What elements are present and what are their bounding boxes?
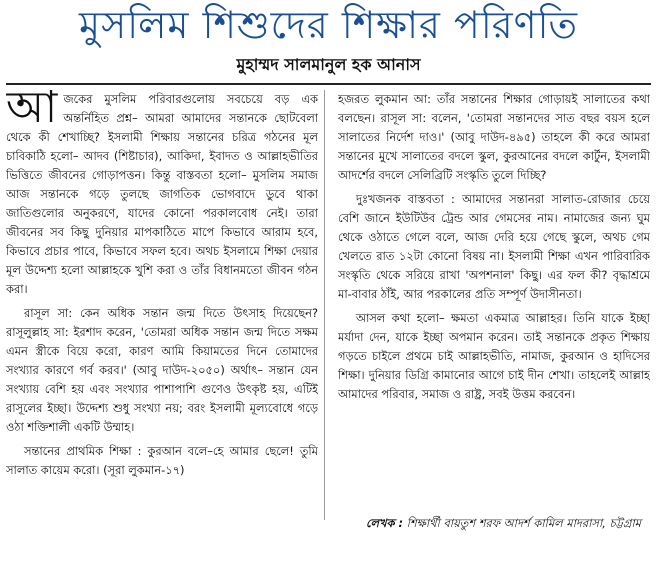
author-credit-text: শিক্ষার্থী বায়তুশ শরফ আদর্শ কামিল মাদরাসা, চট্টগ্রাম bbox=[406, 516, 641, 530]
left-column bbox=[6, 90, 318, 530]
author-name: মুহাম্মদ সালমানুল হক আনাস bbox=[236, 55, 421, 74]
paragraph-conclusion: আসল কথা হলো– ক্ষমতা একমাত্র আল্লাহর। তিনি যাকে ইচ্ছা মর্যাদা দেন, যাকে ইচ্ছা অপমান করেন। তাই সন্তানকে প্রকৃত শিক্ষায় গড়তে চাইলে প্রথমে চাই আল্লাহভীতি, নামাজ, কুরআন ও হাদিসের শিক্ষা। দুনিয়ার ডিগ্রি কামানোর আগে চাই দীন শেখা। তাহলেই আল্লাহ আমাদের পরিবার, সমাজ ও রাষ্ট্র, সবই উত্তম করবেন। bbox=[338, 311, 650, 401]
paragraph-intro-text: জকের মুসলিম পরিবারগুলোয় সবচেয়ে বড় এক অন্তর্নিহিত প্রশ্ন– আমরা আমাদের সন্তানকে ছোটবেলা থেকে কী শেখাচ্ছি? ইসলামী শিক্ষায় সন্তানের চরিত্র গঠনের মূল চাবিকাঠি হলো– আদব (শিষ্টাচার), আকিদা, ইবাদত ও আল্লাহভীতির ভিত্তিতে জীবনের গোড়াপত্তন। কিন্তু বাস্তবতা হলো– মুসলিম সমাজ আজ সন্তানকে গড়ে তুলছে জাগতিক ভোগবাদে ডুবে থাকা জাতিগুলোর অনুকরণে, যাদের কোনো পরকালবোধ নেই। তারা জীবনের সব কিছু দুনিয়ার মাপকাঠিতে মাপে কিভাবে আরাম হবে, কিভাবে প্রচার পাবে, কিভাবে সফল হবে। অথচ ইসলামে শিক্ষা দেয়ার মূল উদ্দেশ্য হলো আল্লাহকে খুশি করা ও তাঁর বিধানমতো জীবন গঠন করা। bbox=[6, 92, 318, 296]
paragraph-intro bbox=[6, 90, 318, 299]
column-divider bbox=[324, 90, 325, 520]
dropcap: আ bbox=[6, 90, 58, 133]
author-credit-label: লেখক : bbox=[365, 516, 404, 530]
paragraph-luqman: হজরত লুকমান আ: তাঁর সন্তানের শিক্ষার গোড়ায়ই সালাতের কথা বলছেন। রাসূল সা: বলেন, 'তোমরা সন্তানদের সাত বছর বয়স হলে সালাতের নির্দেশ দাও।' (আবু দাউদ-৪৯৫) তাহলে কী করে আমরা সন্তানের মুখে সালাতের বদলে স্কুল, কুরআনের বদলে কার্টুন, ইসলামী আদর্শের বদলে সেলিব্রিটি সংস্কৃতি তুলে দিচ্ছি? bbox=[338, 92, 650, 182]
paragraph-primary-education: সন্তানের প্রাথমিক শিক্ষা : কুরআন বলে–হে আমার ছেলে! তুমি সালাত কায়েম করো। (সূরা লুকমান-১৭) bbox=[6, 444, 318, 477]
paragraph-sad-reality: দুঃখজনক বাস্তবতা : আমাদের সন্তানরা সালাত-রোজার চেয়ে বেশি জানে ইউটিউব ট্রেন্ড আর গেমসের নাম। নামাজের জন্য ঘুম থেকে ওঠাতে গেলে বলে, আজ দেরি হয়ে গেছে স্কুলে, অথচ গেম খেলতে রাত ১২টা কোনো বিষয় না। ইসলামী শিক্ষা এখন পারিবারিক সংস্কৃতি থেকে সরিয়ে রাখা 'অপশনাল' কিছু। এর ফল কী? বৃদ্ধাশ্রমে মা-বাবার ঠাঁই, আর পরকালের প্রতি সম্পূর্ণ উদাসীনতা। bbox=[338, 192, 650, 301]
right-column bbox=[338, 90, 650, 530]
author-credit bbox=[341, 513, 641, 533]
article-title: মুসলিম শিশুদের শিক্ষার পরিণতি bbox=[79, 3, 578, 47]
paragraph-prophet-children: রাসূল সা: কেন অধিক সন্তান জন্ম দিতে উৎসাহ দিয়েছেন? রাসূলুল্লাহ সা: ইরশাদ করেন, 'তোমরা অধিক সন্তান জন্ম দিতে সক্ষম এমন স্ত্রীকে বিয়ে করো, কারণ আমি কিয়ামতের দিনে তোমাদের সংখ্যার কারণে গর্ব করব।' (আবু দাউদ-২০৫০) অর্থাৎ– সন্তান যেন সংখ্যায় বেশি হয় এবং সংখ্যার পাশাপাশি গুণেও উৎকৃষ্ট হয়, এটিই রাসূলের ইচ্ছা। উদ্দেশ্য শুধু সংখ্যা নয়; বরং ইসলামী মূল্যবোধে গড়ে ওঠা শক্তিশালী একটি উম্মাহ। bbox=[6, 306, 318, 434]
header-rule bbox=[6, 83, 651, 85]
